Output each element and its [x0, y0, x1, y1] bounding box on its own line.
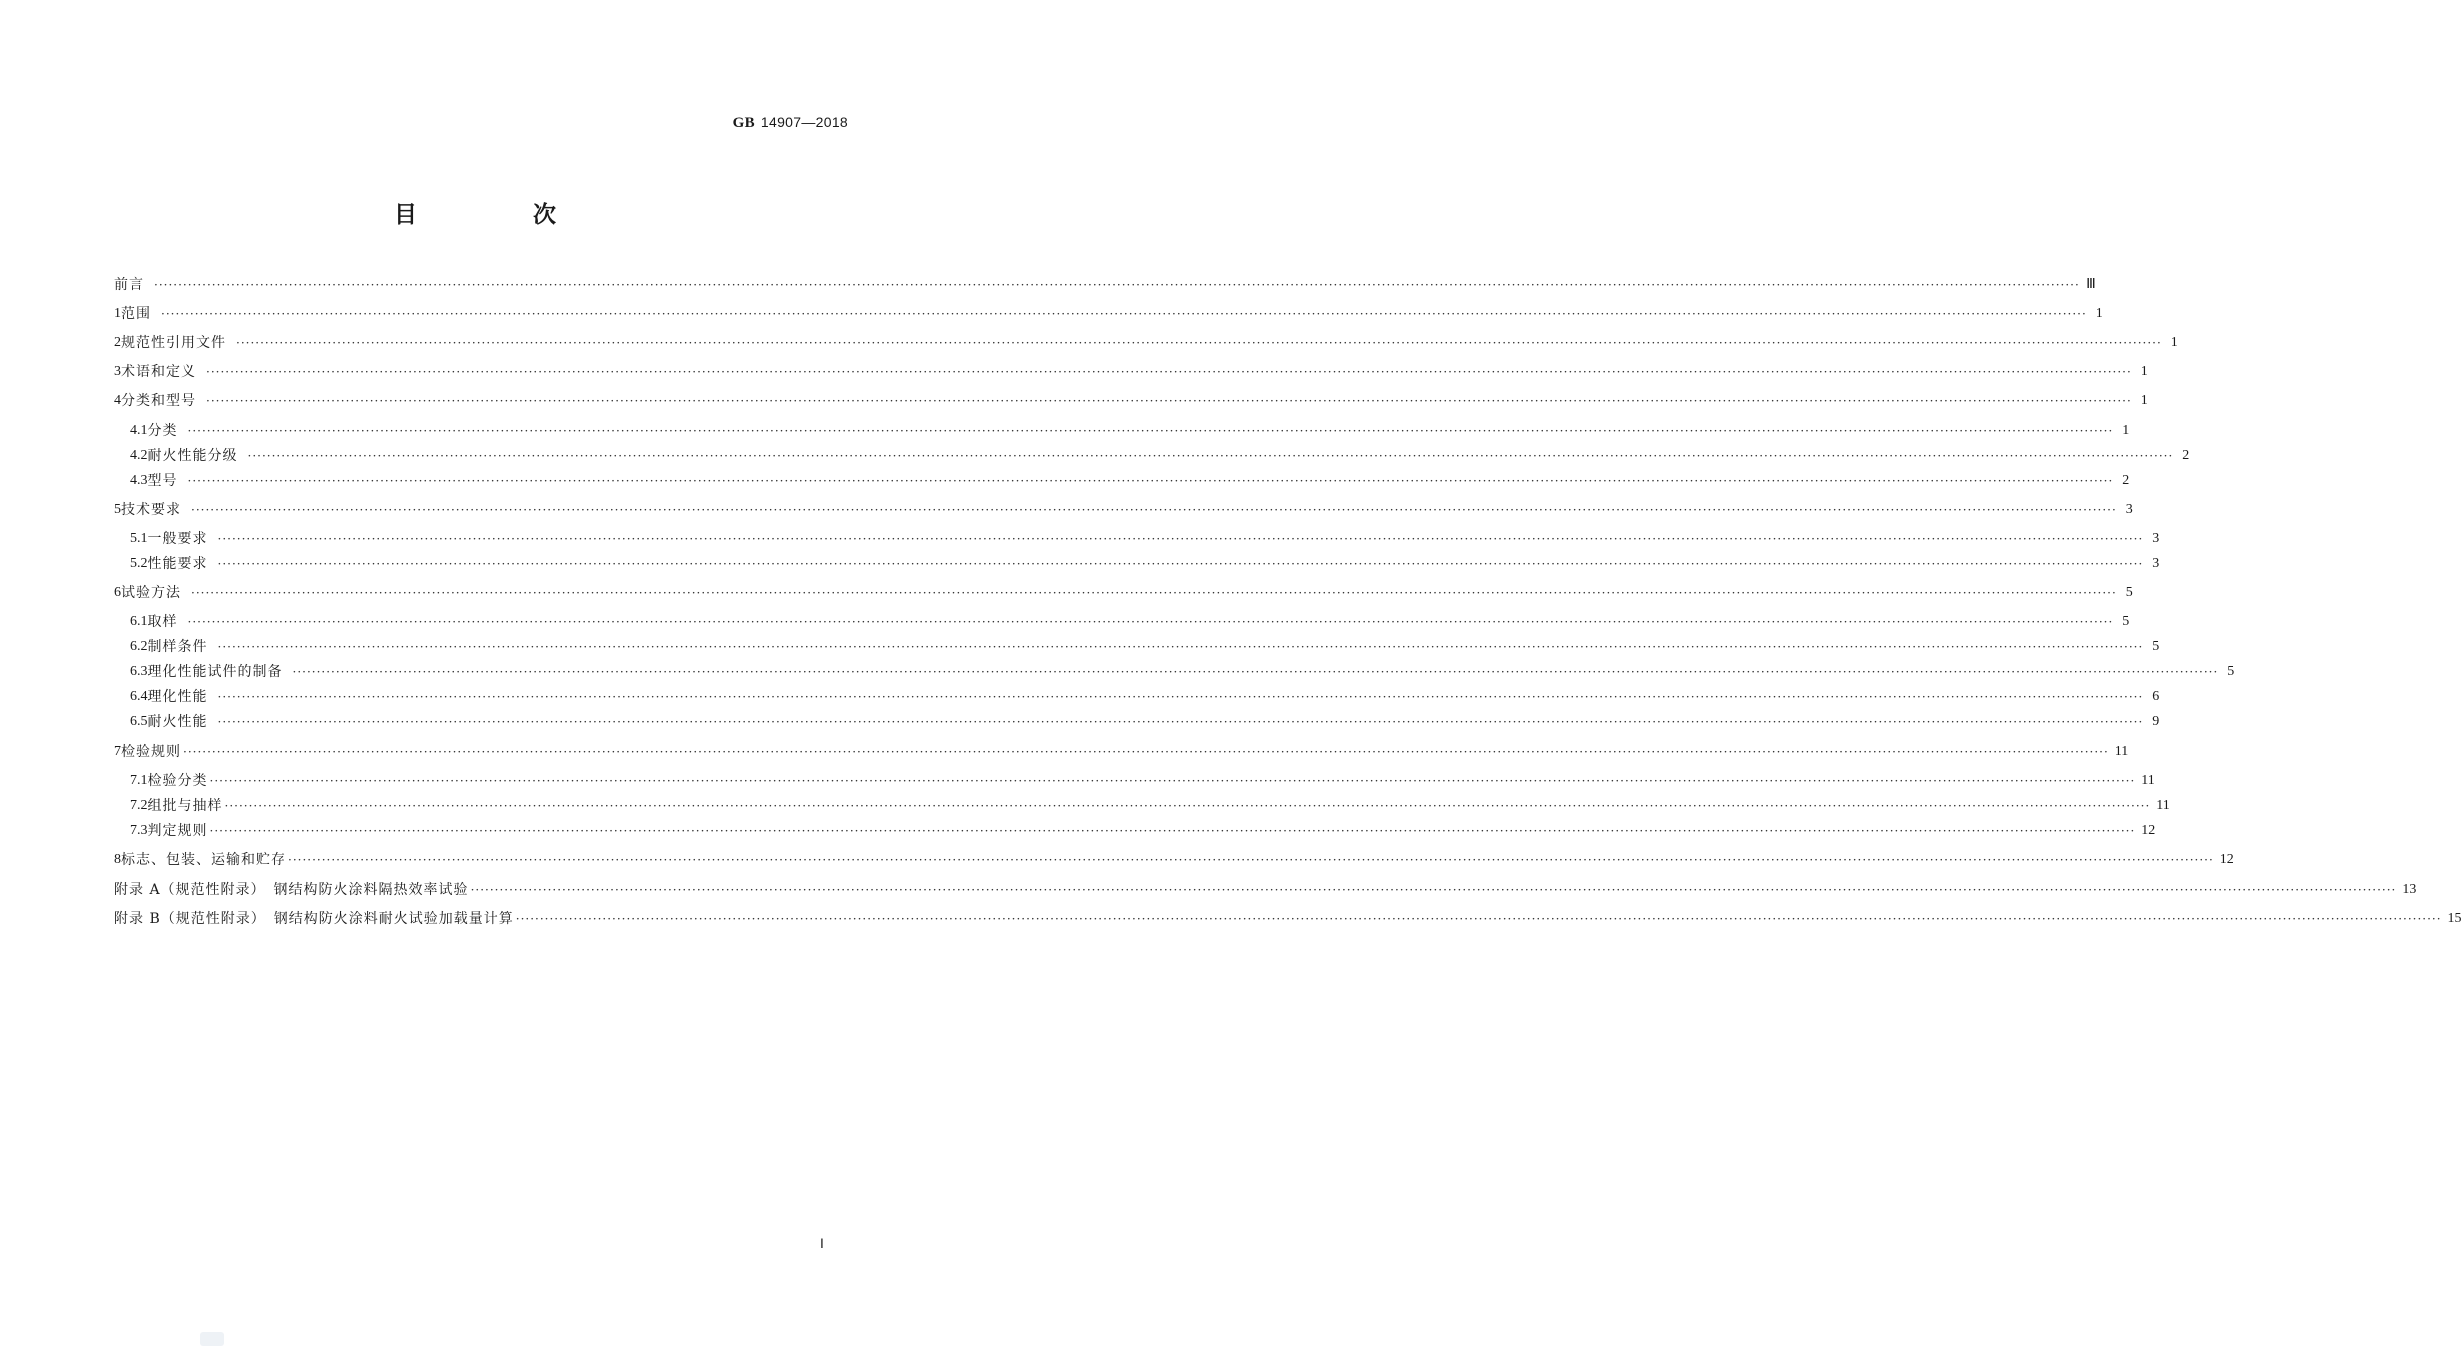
toc-leader-dots: ················································································································································································································································································································································································································: [217, 557, 2144, 571]
toc-entry-page: 1: [2122, 423, 2130, 438]
toc-entry[interactable]: [114, 303, 2103, 325]
toc-entry-page: 3: [2125, 502, 2133, 517]
toc-entry-page: 5: [2122, 614, 2130, 629]
toc-entry-label: 组批与抽样: [147, 798, 223, 814]
toc-leader-dots: ················································································································································································································································································································································································································: [191, 586, 2117, 600]
toc-entry-number: 7.3: [130, 823, 148, 838]
toc-leader-dots: ················································································································································································································································································································································································································: [247, 449, 2174, 463]
toc-entry-label: 取样: [147, 614, 178, 630]
toc-entry[interactable]: [130, 420, 2130, 442]
toc-entry-page: 11: [2114, 744, 2129, 759]
standard-number: 14907—2018: [760, 114, 848, 130]
toc-entry-page: 1: [2095, 306, 2103, 321]
toc-entry-number: 5.2: [130, 556, 148, 571]
toc-entry-page: 6: [2152, 689, 2160, 704]
toc-entry[interactable]: [130, 686, 2160, 708]
toc-entry-number: 6.2: [130, 639, 148, 654]
toc-entry[interactable]: [130, 770, 2155, 792]
toc-entry-number: 7: [114, 744, 121, 759]
toc-entry[interactable]: [130, 636, 2160, 658]
toc-entry-label: 一般要求: [147, 531, 208, 547]
toc-entry-page: 5: [2227, 664, 2235, 679]
toc-leader-dots: ················································································································································································································································································································································································································: [161, 307, 2087, 321]
toc-entry[interactable]: [114, 361, 2148, 383]
standard-prefix: GB: [732, 115, 755, 131]
toc-entry-page: 2: [2122, 473, 2130, 488]
toc-leader-dots: ················································································································································································································································································································································································································: [183, 745, 2109, 759]
toc-entry[interactable]: [114, 390, 2148, 412]
toc-entry-page: 1: [2140, 393, 2148, 408]
toc-entry[interactable]: [130, 553, 2160, 575]
toc-entry-label: 附录 B（规范性附录） 钢结构防火涂料耐火试验加载量计算: [114, 911, 514, 927]
toc-leader-dots: ················································································································································································································································································································································································································: [217, 532, 2144, 546]
toc-entry-page: 11: [2156, 798, 2170, 813]
toc-entry-number: 7.1: [130, 773, 148, 788]
toc-leader-dots: ················································································································································································································································································································································································································: [206, 365, 2132, 379]
toc-entry-label: 检验规则: [121, 744, 181, 760]
watermark-mark: [200, 1332, 224, 1346]
toc-entry-label: 检验分类: [147, 773, 208, 789]
toc-entry-number: 8: [114, 852, 121, 867]
toc-entry-number: 6.4: [130, 689, 148, 704]
toc-leader-dots: ················································································································································································································································································································································································································: [187, 615, 2114, 629]
toc-entry-label: 判定规则: [147, 823, 208, 839]
toc-entry-label: 技术要求: [121, 502, 181, 518]
toc-entry-page: 3: [2152, 556, 2160, 571]
toc-entry[interactable]: [114, 741, 2129, 763]
toc-leader-dots: ················································································································································································································································································································································································································: [191, 503, 2117, 517]
toc-leader-dots: ················································································································································································································································································································································································································: [217, 715, 2144, 729]
toc-leader-dots: ················································································································································································································································································································································································································: [292, 665, 2219, 679]
toc-entry-page: 3: [2152, 531, 2160, 546]
toc-entry-label: 分类: [147, 423, 178, 439]
toc-leader-dots: ················································································································································································································································································································································································································: [217, 690, 2144, 704]
toc-entry-page: 9: [2152, 714, 2160, 729]
toc-entry-page: 2: [2182, 448, 2190, 463]
toc-entry-number: 4.3: [130, 473, 148, 488]
toc-entry-number: 3: [114, 364, 121, 379]
toc-entry-label: 耐火性能: [147, 714, 208, 730]
toc-entry-page: 11: [2141, 773, 2155, 788]
toc-entry-label: 制样条件: [147, 639, 208, 655]
toc-entry-number: 6.3: [130, 664, 148, 679]
toc-leader-dots: ················································································································································································································································································································································································································: [187, 474, 2114, 488]
toc-entry-number: 6.5: [130, 714, 148, 729]
page-title: 目 次: [393, 202, 610, 228]
toc-entry-number: 1: [114, 306, 121, 321]
toc-leader-dots: ················································································································································································································································································································································································································: [187, 424, 2114, 438]
toc-leader-dots: ················································································································································································································································································································································································································: [236, 336, 2162, 350]
toc-entry[interactable]: [130, 820, 2156, 842]
toc-entry-label: 耐火性能分级: [147, 448, 238, 464]
toc-entry[interactable]: [114, 849, 2234, 871]
toc-leader-dots: ················································································································································································································································································································································································································: [288, 853, 2214, 867]
toc-entry-label: 范围: [121, 306, 151, 322]
toc-entry-page: 12: [2141, 823, 2156, 838]
toc-leader-dots: ················································································································································································································································································································································································································: [154, 278, 2080, 292]
toc-entry-label: 理化性能试件的制备: [147, 664, 283, 680]
toc-entry[interactable]: [114, 582, 2133, 604]
toc-entry[interactable]: [130, 711, 2160, 733]
toc-entry-label: 型号: [147, 473, 178, 489]
toc-entry-number: 4: [114, 393, 121, 408]
toc-entry-page: Ⅲ: [2086, 277, 2096, 292]
toc-entry-label: 分类和型号: [121, 393, 196, 409]
toc-entry-number: 5.1: [130, 531, 148, 546]
toc-entry[interactable]: [130, 795, 2170, 817]
toc-entry-page: 5: [2125, 585, 2133, 600]
toc-entry-label: 标志、包装、运输和贮存: [121, 852, 286, 868]
toc-leader-dots: ················································································································································································································································································································································································································: [224, 799, 2151, 813]
toc-entry[interactable]: [114, 879, 2417, 901]
toc-leader-dots: ················································································································································································································································································································································································································: [206, 394, 2132, 408]
toc-entry[interactable]: [114, 274, 2096, 296]
toc-entry-label: 理化性能: [147, 689, 208, 705]
toc-entry-page: 12: [2219, 852, 2234, 867]
toc-entry[interactable]: [130, 661, 2235, 683]
toc-entry-number: 7.2: [130, 798, 148, 813]
toc-leader-dots: ················································································································································································································································································································································································································: [209, 824, 2136, 838]
toc-entry[interactable]: [114, 332, 2178, 354]
toc-entry-page: 1: [2140, 364, 2148, 379]
toc-entry-number: 4.1: [130, 423, 148, 438]
toc-entry[interactable]: [114, 908, 2462, 930]
standard-code: [733, 114, 848, 132]
toc-entry-number: 4.2: [130, 448, 148, 463]
toc-entry[interactable]: [130, 470, 2130, 492]
toc-entry-label: 前言: [114, 277, 144, 293]
toc-leader-dots: ················································································································································································································································································································································································································: [515, 912, 2442, 926]
toc-entry[interactable]: [130, 528, 2160, 550]
toc-entry-number: 6.1: [130, 614, 148, 629]
footer-page-number: Ⅰ: [820, 1236, 824, 1251]
toc-entry-page: 5: [2152, 639, 2160, 654]
toc-entry-label: 术语和定义: [121, 364, 196, 380]
toc-entry[interactable]: [130, 445, 2190, 467]
toc-entry-label: 规范性引用文件: [121, 335, 226, 351]
toc-entry-page: 1: [2170, 335, 2178, 350]
toc-entry-number: 6: [114, 585, 121, 600]
toc-entry-label: 附录 A（规范性附录） 钢结构防火涂料隔热效率试验: [114, 882, 469, 898]
toc-entry-label: 性能要求: [147, 556, 208, 572]
toc-entry[interactable]: [130, 611, 2130, 633]
toc-entry-page: 13: [2402, 882, 2417, 897]
toc-leader-dots: ················································································································································································································································································································································································································: [217, 640, 2144, 654]
toc-entry-label: 试验方法: [121, 585, 181, 601]
toc-leader-dots: ················································································································································································································································································································································································································: [470, 883, 2397, 897]
toc-leader-dots: ················································································································································································································································································································································································································: [209, 774, 2136, 788]
toc-entry-page: 15: [2447, 911, 2462, 926]
toc-entry-number: 2: [114, 335, 121, 350]
toc-entry[interactable]: [114, 499, 2133, 521]
toc-entry-number: 5: [114, 502, 121, 517]
